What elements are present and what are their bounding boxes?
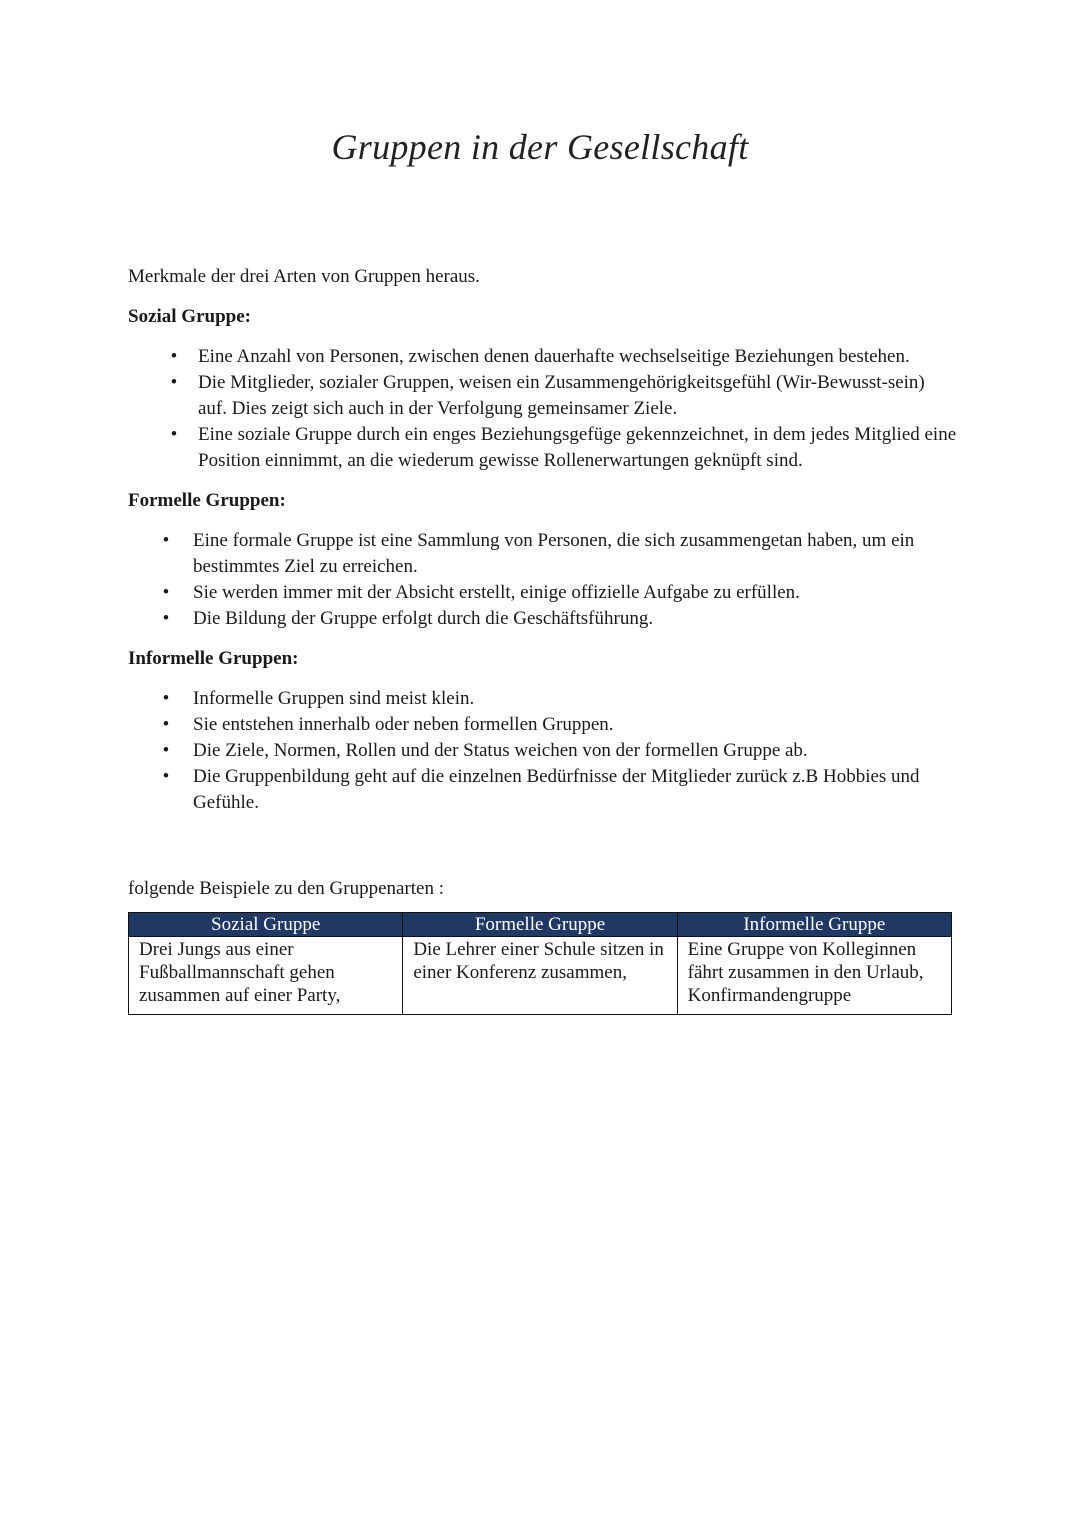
table-header-row (129, 913, 952, 937)
list-item: • Eine soziale Gruppe durch ein enges Beziehungsgefüge gekennzeichnet, in dem jedes Mitglied eine Position einnimmt, an die wiederum gewisse Rollenerwartungen geknüpft sind. (128, 422, 958, 474)
list-item: • Sie werden immer mit der Absicht erstellt, einige offizielle Aufgabe zu erfüllen. (128, 580, 958, 606)
list-item: • Die Bildung der Gruppe erfolgt durch die Geschäftsführung. (128, 606, 958, 632)
table-header-cell: Formelle Gruppe (403, 913, 677, 937)
table-cell: Die Lehrer einer Schule sitzen in einer Konferenz zusammen, (403, 937, 677, 1015)
table-header-cell: Sozial Gruppe (129, 913, 403, 937)
bullet-icon: • (170, 346, 178, 367)
list-item: • Eine formale Gruppe ist eine Sammlung von Personen, die sich zusammengetan haben, um ein bestimmtes Ziel zu erreichen. (128, 528, 958, 580)
table-header-cell: Informelle Gruppe (677, 913, 951, 937)
document-body (128, 264, 958, 1015)
list-item: • Informelle Gruppen sind meist klein. (128, 686, 958, 712)
bullet-icon: • (162, 688, 170, 709)
bullet-icon: • (162, 714, 170, 735)
bullet-icon: • (162, 740, 170, 761)
table-cell: Drei Jungs aus einer Fußballmannschaft gehen zusammen auf einer Party, (129, 937, 403, 1015)
section-heading-formell: Formelle Gruppen: (128, 490, 286, 511)
list-item: • Die Ziele, Normen, Rollen und der Status weichen von der formellen Gruppe ab. (128, 738, 958, 764)
table-intro-text: folgende Beispiele zu den Gruppenarten : (128, 878, 445, 899)
intro-text: Merkmale der drei Arten von Gruppen heraus. (128, 266, 480, 287)
list-item: • Eine Anzahl von Personen, zwischen denen dauerhafte wechselseitige Beziehungen bestehen. (128, 344, 958, 370)
bullet-list-formell (128, 528, 958, 632)
bullet-icon: • (170, 424, 178, 445)
list-item: • Die Gruppenbildung geht auf die einzelnen Bedürfnisse der Mitglieder zurück z.B Hobbies und Gefühle. (128, 764, 958, 816)
bullet-list-sozial (128, 344, 958, 474)
bullet-icon: • (162, 582, 170, 603)
page-title: Gruppen in der Gesellschaft (331, 127, 749, 167)
bullet-list-informell (128, 686, 958, 816)
bullet-icon: • (162, 608, 170, 629)
section-heading-sozial: Sozial Gruppe: (128, 306, 251, 327)
table-row (129, 937, 952, 1015)
list-item: • Die Mitglieder, sozialer Gruppen, weisen ein Zusammengehörigkeitsgefühl (Wir-Bewusst-sein) auf. Dies zeigt sich auch in der Verfolgung gemeinsamer Ziele. (128, 370, 958, 422)
bullet-icon: • (170, 372, 178, 393)
section-heading-informell: Informelle Gruppen: (128, 648, 299, 669)
bullet-icon: • (162, 530, 170, 551)
examples-table (128, 912, 952, 1015)
list-item: • Sie entstehen innerhalb oder neben formellen Gruppen. (128, 712, 958, 738)
table-cell: Eine Gruppe von Kolleginnen fährt zusammen in den Urlaub, Konfirmandengruppe (677, 937, 951, 1015)
bullet-icon: • (162, 766, 170, 787)
